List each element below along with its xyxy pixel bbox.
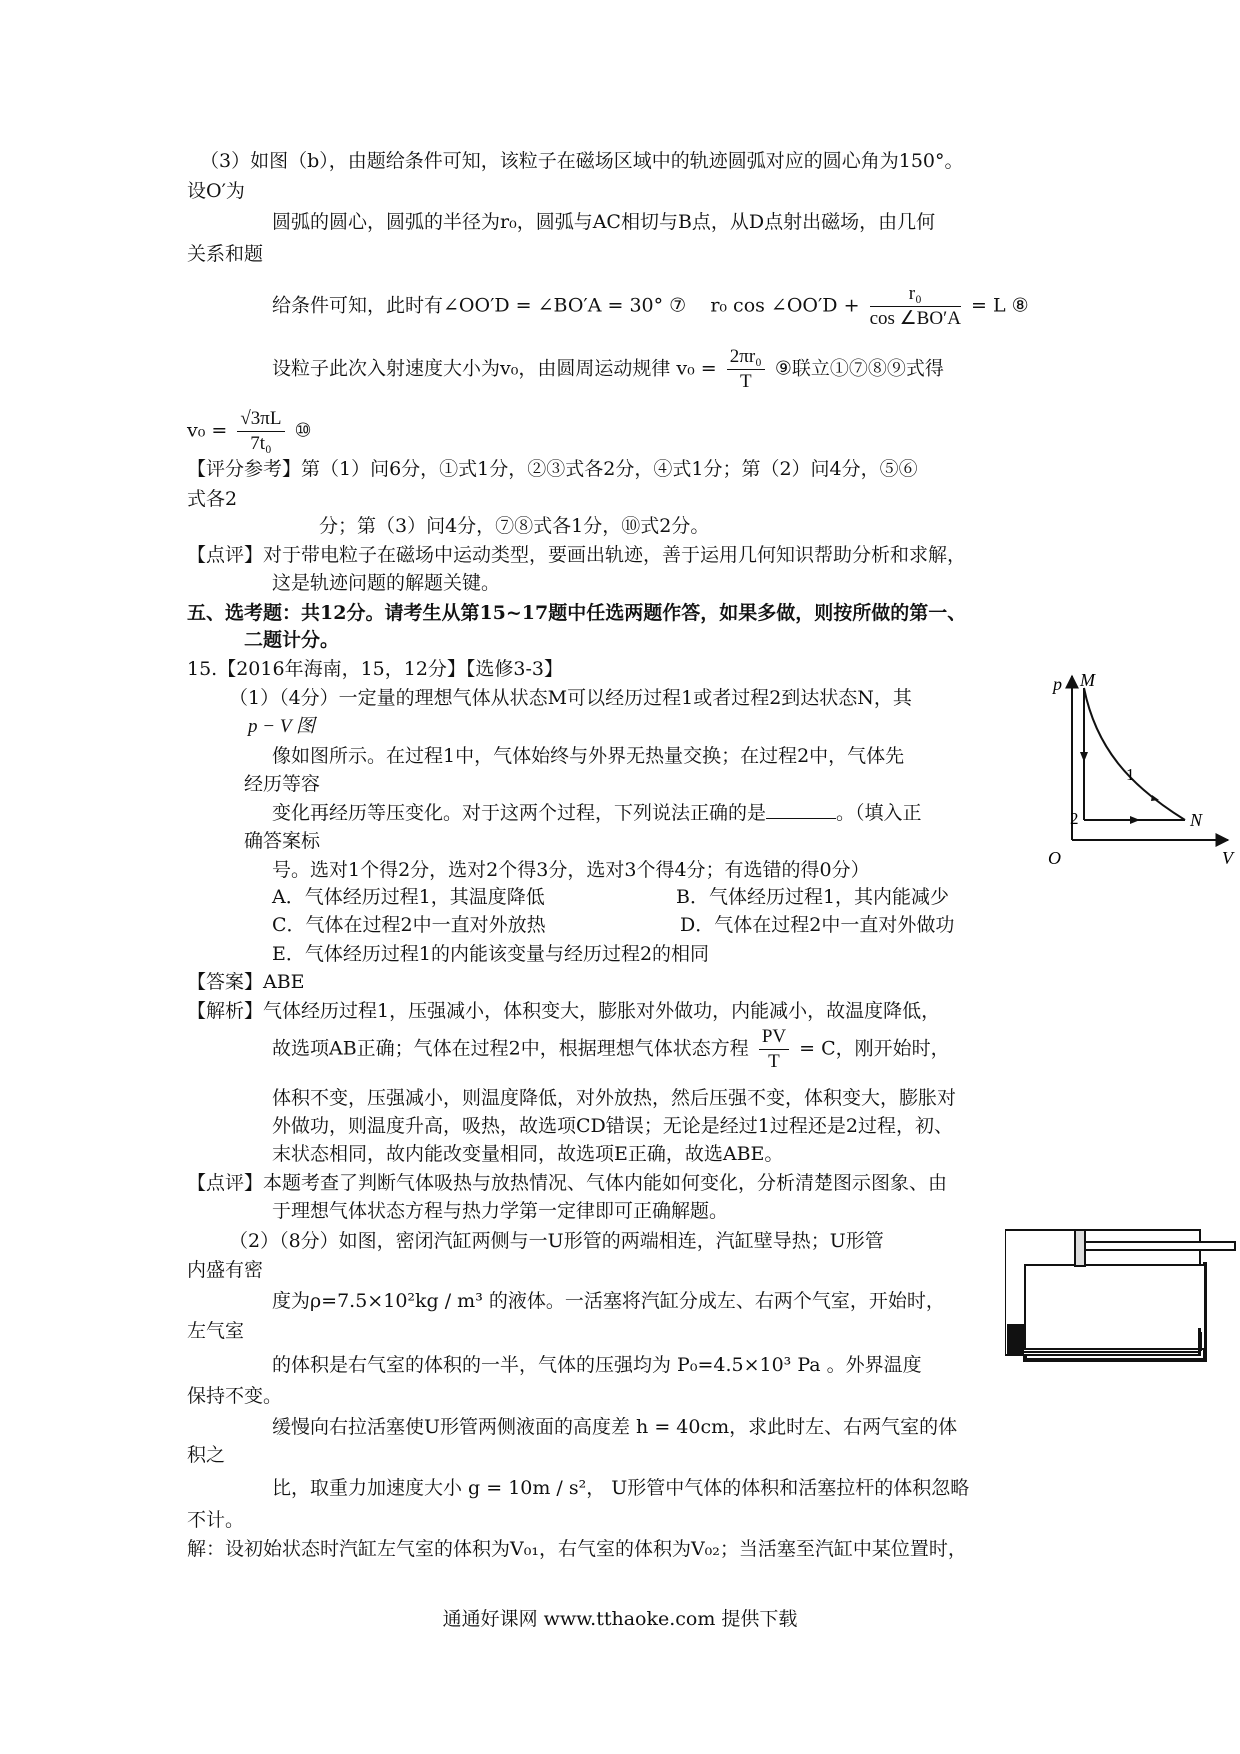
page-footer: 通通好课网 www.tthaoke.com 提供下载 [442,1608,798,1630]
equation-text: 设粒子此次入射速度大小为v₀，由圆周运动规律 v₀ = [272,357,717,380]
grading-line: 分；第（3）问4分，⑦⑧式各1分，⑩式2分。 [319,515,710,537]
option-a: A．气体经历过程1，其温度降低 [272,886,545,908]
question-line: 不计。 [187,1509,245,1531]
section-heading: 五、选考题：共12分。请考生从第15~17题中任选两题作答，如果多做，则按所做的第一、 [187,602,967,624]
analysis-text: = C，刚开始时， [799,1037,950,1060]
question-line: 保持不变。 [187,1385,283,1407]
option-e: E．气体经历过程1的内能该变量与经历过程2的相同 [272,943,710,965]
equation-text: 给条件可知，此时有∠OO′D = ∠BO′A = 30° ⑦ [272,294,687,317]
comment-line: 于理想气体状态方程与热力学第一定律即可正确解题。 [272,1200,729,1222]
question-header: 15.【2016年海南，15，12分】【选修3-3】 [187,658,564,680]
liquid-right [1198,1328,1201,1354]
comment-line: 【点评】本题考查了判断气体吸热与放热情况、气体内能如何变化，分析清楚图示图象、由 [187,1172,948,1194]
liquid-left [1007,1324,1024,1355]
question-line: （1）（4分）一定量的理想气体从状态M可以经历过程1或者过程2到达状态N，其 [229,687,912,709]
grading-line: 式各2 [187,488,238,510]
fraction-numerator: √3πL [237,407,284,432]
fraction-denominator: 7t₀ [250,433,272,454]
origin-label: O [1048,848,1061,868]
equation-line [187,407,312,456]
piston-rod[interactable] [1085,1242,1235,1250]
analysis-line: 外做功，则温度升高，吸热，故选项CD错误；无论是经过1过程还是2过程，初、 [272,1115,953,1137]
process-2-label: 2 [1070,809,1079,828]
option-c: C．气体在过程2中一直对外放热 [272,914,546,936]
solution-line: 解：设初始状态时汽缸左气室的体积为V₀₁，右气室的体积为V₀₂；当活塞至汽缸中某位置时， [187,1538,967,1560]
state-n-label: N [1190,810,1203,830]
question-line: （2）（8分）如图，密闭汽缸两侧与一U形管的两端相连，汽缸壁导热；U形管 [229,1230,884,1252]
analysis-text: 故选项AB正确；气体在过程2中，根据理想气体状态方程 [272,1037,749,1060]
paragraph-line: 关系和题 [187,243,264,265]
analysis-line: 体积不变，压强减小，则温度降低，对外放热，然后压强不变，体积变大，膨胀对 [272,1087,957,1109]
fraction-denominator: cos ∠BO′A [869,308,961,329]
pv-graph-figure [1040,668,1235,868]
cylinder-u-tube-figure [1005,1220,1237,1370]
fraction-denominator: T [768,1051,780,1072]
fraction-numerator: PV [759,1025,789,1050]
fraction [870,282,961,331]
paragraph-line: 圆弧的圆心，圆弧的半径为r₀，圆弧与AC相切与B点，从D点射出磁场，由几何 [272,211,936,233]
section-heading: 二题计分。 [244,629,340,651]
process-1-label: 1 [1126,765,1135,784]
equation-text: r₀ cos ∠OO′D + [710,294,860,317]
comment-line: 这是轨迹问题的解题关键。 [272,572,501,594]
question-line: 度为ρ=7.5×10²kg / m³ 的液体。一活塞将汽缸分成左、右两个气室，开始时， [272,1290,945,1312]
p-axis-label: p [1053,674,1062,694]
right-arrow-icon [1130,816,1140,824]
fraction [759,1025,789,1074]
paragraph-line: 设O′为 [187,180,245,202]
fraction [237,407,284,456]
question-line: 确答案标 [244,830,321,852]
comment-line: 【点评】对于带电粒子在磁场中运动类型，要画出轨迹，善于运用几何知识帮助分析和求解， [187,544,967,566]
state-m-label: M [1080,670,1095,690]
option-d: D．气体在过程2中一直对外做功 [680,914,955,936]
question-line: 左气室 [187,1320,245,1342]
cylinder [1025,1265,1205,1349]
question-line: 号。选对1个得2分，选对2个得3分，选对3个得4分；有选错的得0分） [272,859,870,881]
curve-arrow-icon [1151,795,1159,801]
process-1-curve [1084,688,1185,820]
fraction [727,345,765,394]
equation-line [272,282,1029,331]
question-text: 变化再经历等压变化。对于这两个过程，下列说法正确的是 [272,802,767,824]
question-line: 比，取重力加速度大小 g = 10m / s²， U形管中气体的体积和活塞拉杆的体积忽略 [272,1477,970,1499]
fraction-numerator: 2πr₀ [727,345,765,370]
question-line: 缓慢向右拉活塞使U形管两侧液面的高度差 h = 40cm，求此时左、右两气室的体 [272,1416,958,1438]
question-line: p − V 图 [248,716,315,737]
option-b: B．气体经历过程1，其内能减少 [676,886,950,908]
grading-line: 【评分参考】第（1）问6分，①式1分，②③式各2分，④式1分；第（2）问4分，⑤⑥ [187,458,918,480]
equation-text: = L ⑧ [971,294,1029,317]
question-line: 像如图所示。在过程1中，气体始终与外界无热量交换；在过程2中，气体先 [272,745,905,767]
paragraph-line: （3）如图（b），由题给条件可知，该粒子在磁场区域中的轨迹圆弧对应的圆心角为150°。 [200,150,964,172]
v-axis-label: V [1222,848,1233,868]
question-line [272,800,922,826]
question-text: 。（填入正 [836,802,922,824]
equation-text: ⑩ [294,419,312,442]
answer-blank [766,800,836,819]
question-line: 积之 [187,1444,226,1466]
equation-text: v₀ = [187,419,228,442]
answer-line: 【答案】ABE [187,971,305,993]
analysis-line [272,1025,950,1074]
question-line: 经历等容 [244,773,321,795]
question-line: 内盛有密 [187,1259,264,1281]
equation-text: ⑨联立①⑦⑧⑨式得 [774,357,944,380]
equation-line [272,345,944,394]
fraction-denominator: T [739,371,752,392]
question-line: 的体积是右气室的体积的一半，气体的压强均为 P₀=4.5×10³ Pa 。外界温度 [272,1354,922,1376]
analysis-line: 末状态相同，故内能改变量相同，故选项E正确，故选ABE。 [272,1143,784,1165]
down-arrow-icon [1080,752,1088,762]
piston[interactable] [1075,1230,1085,1266]
analysis-line: 【解析】气体经历过程1，压强减小，体积变大，膨胀对外做功，内能减小，故温度降低， [187,1000,941,1022]
fraction-numerator: r₀ [870,282,961,307]
